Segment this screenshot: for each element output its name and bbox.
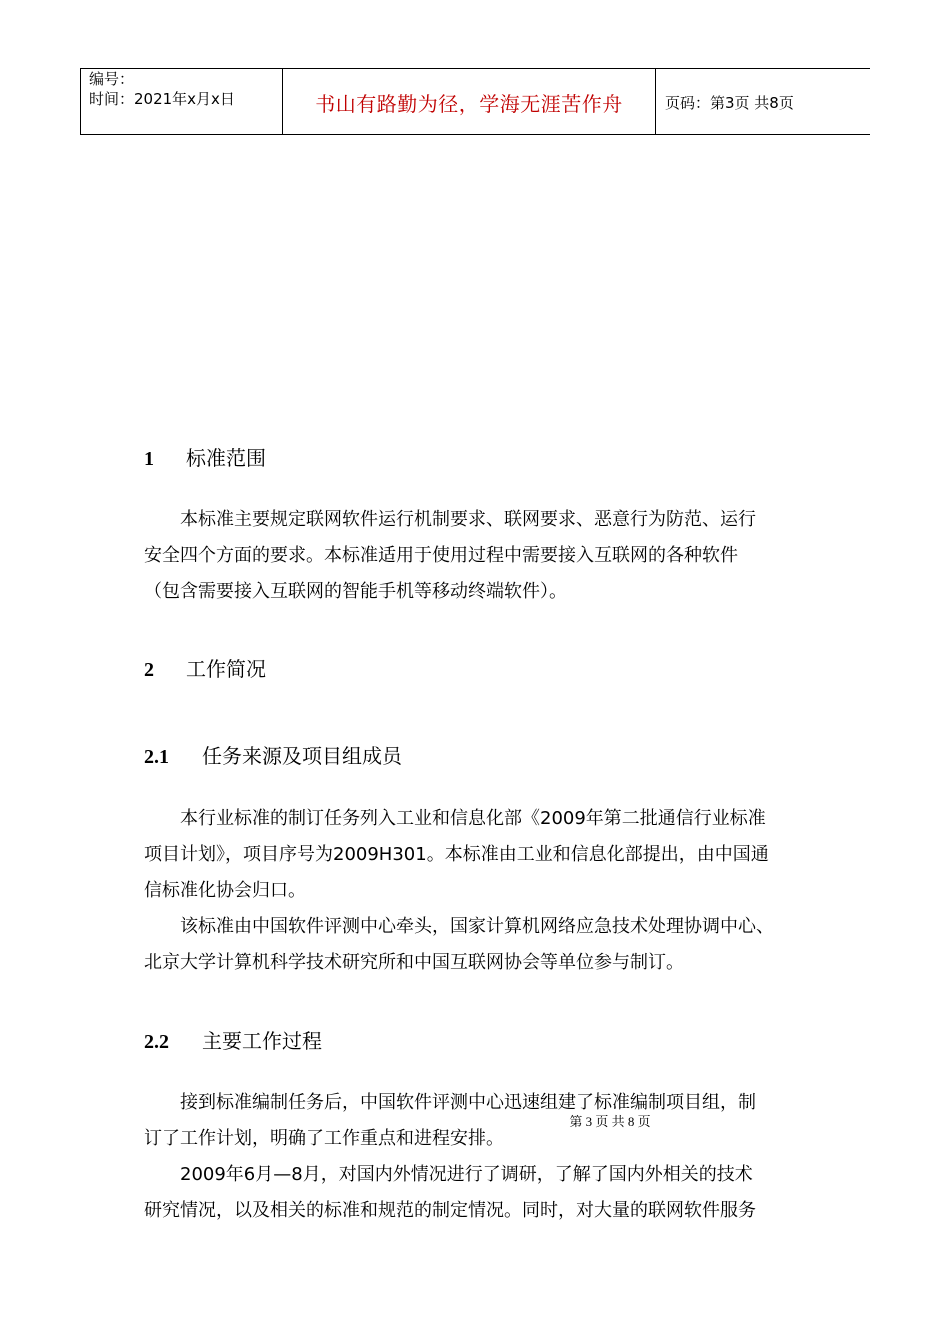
time-label: 时间：2021年x月x日 [89,90,235,108]
header-motto-cell [283,69,656,134]
section-2-1-title: 任务来源及项目组成员 [202,744,402,768]
section-1-number: 1 [144,448,154,470]
section-1-heading [144,444,266,473]
section-2-2-line-4: 研究情况，以及相关的标准和规范的制定情况。同时，对大量的联网软件服务 [144,1200,756,1221]
section-2-2-number: 2.2 [144,1031,169,1053]
section-2-1-line-2: 项目计划》，项目序号为2009H301。本标准由工业和信息化部提出，由中国通 [144,844,769,865]
section-2-1-line-4: 该标准由中国软件评测中心牵头，国家计算机网络应急技术处理协调中心、 [180,916,774,937]
section-2-2-line-1: 接到标准编制任务后，中国软件评测中心迅速组建了标准编制项目组，制 [180,1092,756,1113]
page-label: 页码：第3页 共8页 [665,94,794,112]
header-meta-cell [81,69,283,134]
code-label: 编号： [89,70,135,88]
section-2-heading [144,655,266,684]
footer-page-number: 第 3 页 共 8 页 [569,1114,651,1129]
header-table [80,68,870,135]
header-page-cell [656,69,871,134]
section-2-1-line-3: 信标准化协会归口。 [144,880,306,901]
section-1-title: 标准范围 [186,446,266,470]
section-2-2-heading [144,1027,322,1056]
section-1-line-1: 本标准主要规定联网软件运行机制要求、联网要求、恶意行为防范、运行 [180,509,756,530]
section-1-line-2: 安全四个方面的要求。本标准适用于使用过程中需要接入互联网的各种软件 [144,545,738,566]
section-2-2-title: 主要工作过程 [202,1029,322,1053]
section-2-1-heading [144,742,402,771]
section-2-2-line-3: 2009年6月—8月，对国内外情况进行了调研，了解了国内外相关的技术 [180,1164,753,1185]
section-2-1-line-1: 本行业标准的制订任务列入工业和信息化部《2009年第二批通信行业标准 [180,808,766,829]
section-2-title: 工作简况 [186,657,266,681]
section-2-1-number: 2.1 [144,746,169,768]
section-2-number: 2 [144,659,154,681]
motto-text: 书山有路勤为径，学海无涯苦作舟 [315,92,623,116]
section-1-line-3: （包含需要接入互联网的智能手机等移动终端软件）。 [144,581,567,602]
section-2-1-line-5: 北京大学计算机科学技术研究所和中国互联网协会等单位参与制订。 [144,952,684,973]
section-2-2-line-2: 订了工作计划，明确了工作重点和进程安排。 [144,1128,504,1149]
